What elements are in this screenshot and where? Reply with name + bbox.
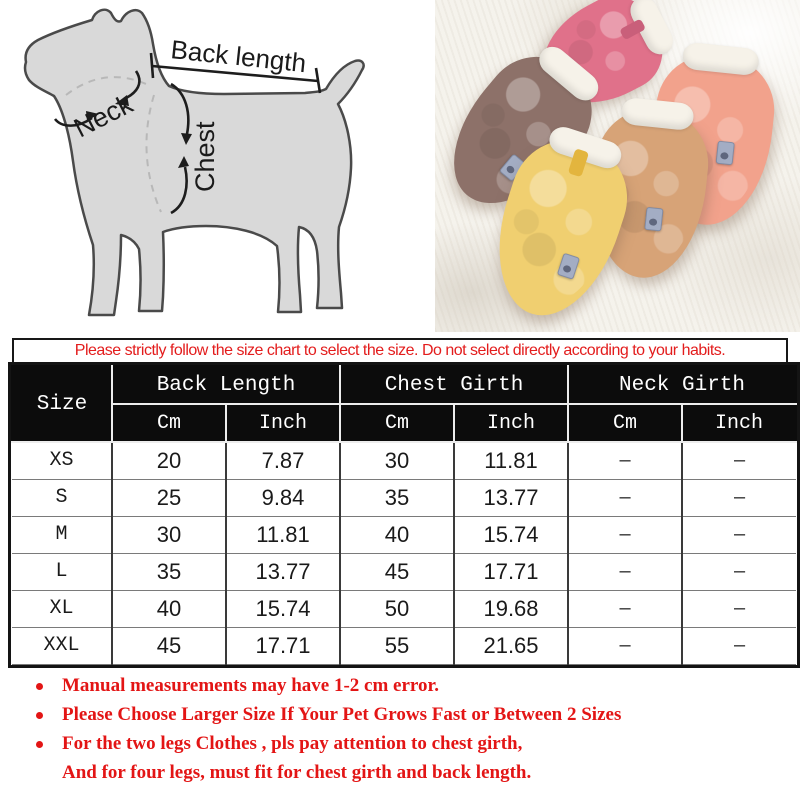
value-cell: 13.77 — [226, 553, 340, 590]
size-table-row — [12, 479, 796, 516]
value-cell: 45 — [112, 627, 226, 664]
value-cell: – — [568, 553, 682, 590]
value-cell: – — [568, 516, 682, 553]
chest-label: Chest — [190, 121, 220, 192]
neck-label: Neck — [69, 88, 138, 144]
vest-tag — [556, 253, 579, 280]
back-length-group-header: Back Length — [112, 366, 340, 404]
note-line-continuation — [36, 763, 776, 783]
dog-diagram-svg — [0, 0, 435, 333]
value-cell: – — [682, 479, 796, 516]
unit-header: Inch — [226, 404, 340, 442]
note-line — [36, 676, 776, 696]
unit-header-row — [12, 404, 796, 442]
value-cell: 17.71 — [454, 553, 568, 590]
unit-header: Inch — [682, 404, 796, 442]
size-cell: M — [12, 516, 112, 553]
value-cell: 9.84 — [226, 479, 340, 516]
value-cell: 35 — [112, 553, 226, 590]
value-cell: – — [682, 590, 796, 627]
value-cell: – — [568, 590, 682, 627]
note-text: And for four legs, must fit for chest girth and back length. — [62, 762, 532, 783]
unit-header: Cm — [112, 404, 226, 442]
note-text: Manual measurements may have 1-2 cm error. — [62, 675, 439, 696]
value-cell: – — [682, 516, 796, 553]
value-cell: 25 — [112, 479, 226, 516]
size-cell: XXL — [12, 627, 112, 664]
back-length-label: Back length — [169, 34, 308, 79]
size-table — [11, 365, 797, 665]
vest-collar — [682, 42, 760, 77]
value-cell: – — [682, 627, 796, 664]
size-table-wrapper — [8, 362, 800, 668]
value-cell: 30 — [112, 516, 226, 553]
unit-header: Cm — [568, 404, 682, 442]
warning-banner: Please strictly follow the size chart to select the size. Do not select directly according to your habits. — [12, 338, 788, 364]
value-cell: – — [568, 479, 682, 516]
vest-tag — [644, 207, 663, 232]
value-cell: 13.77 — [454, 479, 568, 516]
value-cell: 30 — [340, 442, 454, 479]
dog-measurement-diagram — [0, 0, 435, 333]
value-cell: – — [568, 627, 682, 664]
value-cell: 45 — [340, 553, 454, 590]
size-table-row — [12, 442, 796, 479]
size-cell: S — [12, 479, 112, 516]
value-cell: 20 — [112, 442, 226, 479]
value-cell: 11.81 — [454, 442, 568, 479]
chest-girth-group-header: Chest Girth — [340, 366, 568, 404]
note-line — [36, 705, 776, 725]
value-cell: 55 — [340, 627, 454, 664]
value-cell: 40 — [340, 516, 454, 553]
size-cell: L — [12, 553, 112, 590]
size-table-row — [12, 590, 796, 627]
note-line — [36, 734, 776, 754]
value-cell: – — [682, 442, 796, 479]
value-cell: 40 — [112, 590, 226, 627]
product-photo — [435, 0, 800, 332]
size-table-row — [12, 627, 796, 664]
unit-header: Cm — [340, 404, 454, 442]
group-header-row — [12, 366, 796, 404]
value-cell: – — [682, 553, 796, 590]
notes-section — [36, 676, 776, 792]
value-cell: 15.74 — [454, 516, 568, 553]
note-text: Please Choose Larger Size If Your Pet Grows Fast or Between 2 Sizes — [62, 704, 622, 725]
note-text: For the two legs Clothes , pls pay attention to chest girth, — [62, 733, 523, 754]
size-table-row — [12, 553, 796, 590]
unit-header: Inch — [454, 404, 568, 442]
value-cell: 19.68 — [454, 590, 568, 627]
value-cell: 35 — [340, 479, 454, 516]
value-cell: 50 — [340, 590, 454, 627]
value-cell: 11.81 — [226, 516, 340, 553]
value-cell: 7.87 — [226, 442, 340, 479]
value-cell: 17.71 — [226, 627, 340, 664]
value-cell: 15.74 — [226, 590, 340, 627]
size-cell: XS — [12, 442, 112, 479]
neck-girth-group-header: Neck Girth — [568, 366, 796, 404]
size-column-header: Size — [12, 366, 112, 442]
size-cell: XL — [12, 590, 112, 627]
value-cell: – — [568, 442, 682, 479]
vest-tag — [715, 141, 734, 166]
size-table-row — [12, 516, 796, 553]
value-cell: 21.65 — [454, 627, 568, 664]
